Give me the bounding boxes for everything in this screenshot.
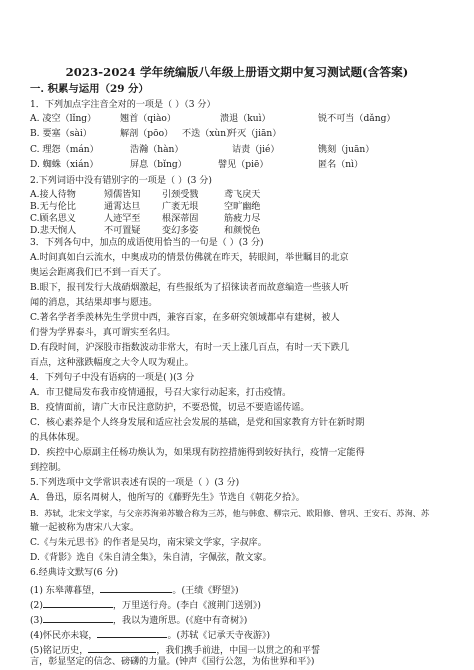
q6-line-3-prefix: (3) <box>30 616 43 626</box>
q6-line-4-suffix: 。(苏轼《记承天寺夜游》) <box>167 631 271 641</box>
q1-option-c-2: 浩瀚（hàn） <box>130 145 184 155</box>
q3-option-a-line1: A.时间真如白云流水，中奥成功的情景仿佛就在昨天，转眼间，举世瞩目的北京 <box>30 253 349 263</box>
q6-line-1-prefix: (1) 东皋薄暮望， <box>30 586 101 596</box>
q3-option-d-line2: 百点，这种涨跌幅度之大令人叹为观止。 <box>30 358 194 368</box>
q2-option-c-1: C.顾名思义 <box>30 214 76 224</box>
question-6-stem: 6.经典诗文默写(6 分) <box>30 568 119 578</box>
q2-option-c-4: 筋疲力尽 <box>224 214 261 224</box>
q2-option-a-3: 引颈受戮 <box>162 190 199 200</box>
q1-option-b-4: 歼灭（jiān） <box>228 129 282 139</box>
answer-blank-1[interactable] <box>100 583 172 593</box>
q3-option-d-line1: D.有段时间，沪深股市指数波动非常大，有时一天上涨几百点，有时一天下跌几 <box>30 343 350 353</box>
q6-line-5 <box>30 643 320 657</box>
answer-blank-5[interactable] <box>88 643 156 653</box>
q5-option-c: C.《与朱元思书》的作者是吴均，南宋梁文学家，字叔庠。 <box>30 538 267 548</box>
q1-option-d-1: D. 蜘蛛（xián） <box>30 160 99 170</box>
q1-option-a-4: 锐不可当（dǎng） <box>318 114 396 124</box>
q4-option-c-line1: C．核心素养是个人终身发展和适应社会发展的基础，是党和国家教育方针在新时期 <box>30 418 365 428</box>
q1-option-a-3: 溃退（kuì） <box>220 114 271 124</box>
q6-line-4-prefix: (4)怀民亦未寝， <box>30 631 98 641</box>
q3-option-c-line1: C.著名学者季羡林先生学贯中西，兼容百家，在多研究领域都卓有建树，被人 <box>30 313 340 323</box>
q1-option-b-3: 不迭（xùn） <box>182 129 236 139</box>
answer-blank-3[interactable] <box>43 613 113 623</box>
q6-line-1-suffix: 。(王绩《野望》) <box>172 586 239 596</box>
q5-option-d: D.《背影》选自《朱自清全集》，朱自清，字佩弦，散文家。 <box>30 553 272 563</box>
q6-line-2-prefix: (2) <box>30 601 43 611</box>
q6-line-5-suffix: ，我们携手前进，中国一以贯之的和平誓 <box>156 646 321 656</box>
q1-option-c-3: 诘责（jié） <box>232 145 280 155</box>
q2-option-b-1: B.无与伦比 <box>30 202 76 212</box>
q2-option-a-2: 矧儒皆知 <box>104 190 141 200</box>
q2-option-a-4: 鸢飞戾天 <box>224 190 261 200</box>
q6-line-5-prefix: (5)铭记历史， <box>30 646 89 656</box>
q2-option-c-3: 根深蒂固 <box>162 214 199 224</box>
answer-blank-4[interactable] <box>97 628 167 638</box>
q1-option-b-2: 解剖（pōo） <box>120 129 174 139</box>
q2-option-b-2: 通霄达旦 <box>104 202 141 212</box>
q1-option-a-2: 翘首（qiào） <box>120 114 177 124</box>
q1-option-d-3: 譬见（piē） <box>218 160 269 170</box>
q1-option-d-2: 屏息（bǐng） <box>130 160 187 170</box>
q4-option-d-line2: 到控制。 <box>30 463 67 473</box>
section-heading: 一. 积累与运用（29 分） <box>30 83 149 95</box>
q5-option-b-line2: 辙一起被称为唐宋八大家。 <box>30 523 140 533</box>
q4-option-c-line2: 的具体体现。 <box>30 433 85 443</box>
q1-option-c-1: C. 理怨（mán） <box>30 145 99 155</box>
q2-option-d-3: 变幻多姿 <box>162 226 199 236</box>
q6-line-3 <box>30 613 247 627</box>
q6-line-3-suffix: ，我以为遗所思。(《庭中有奇树》) <box>112 616 248 626</box>
q3-option-c-line2: 们誉为学界泰斗，真可谓实至名归。 <box>30 328 176 338</box>
q1-option-d-4: 匿名（nì） <box>318 160 364 170</box>
q4-option-b: B．疫情面前，请广大市民注意防护，不要恐慌，切忌不要造谣传谣。 <box>30 403 310 413</box>
q5-option-b-line1: B．苏轼，北宋文学家，与父亲苏洵弟苏辙合称为三苏，他与韩愈、柳宗元、欧阳修、曾巩、王安石、苏洵、苏 <box>30 508 430 518</box>
q2-option-d-2: 不可置疑 <box>104 226 141 236</box>
page-title: 2023-2024 学年统编版八年级上册语文期中复习测试题(含答案) <box>65 65 409 79</box>
q3-option-b-line2: 闻的消息，其结果却事与愿违。 <box>30 298 158 308</box>
question-5-stem: 5.下列选项中文学常识表述有误的一项是（ ）(3 分) <box>30 478 240 488</box>
question-4-stem: 4．下列句子中没有语病的一项是( )(3 分 <box>30 373 195 383</box>
q1-option-b-1: B. 要塞（sài） <box>30 129 92 139</box>
q1-option-c-4: 镌刻（juān） <box>318 145 375 155</box>
q3-option-b-line1: B.眼下，报刊发行大战硝烟激起，有些报纸为了招徕读者而故意编造一些骇人听 <box>30 283 349 293</box>
q6-line-1 <box>30 583 239 597</box>
q2-option-b-4: 空旷幽绝 <box>224 202 261 212</box>
q2-option-d-1: D.悲天悯人 <box>30 226 77 236</box>
question-2-stem: 2.下列词语中没有错别字的一项是（ ）(3 分) <box>30 176 212 186</box>
question-1-stem: 1．下列加点字注音全对的一项是（ ）（3 分） <box>30 100 216 110</box>
q2-option-a-1: A.接人待物 <box>30 190 76 200</box>
q1-option-a-1: A. 凌空（lǐng） <box>30 114 97 124</box>
answer-blank-2[interactable] <box>43 598 113 608</box>
q6-line-2 <box>30 598 261 612</box>
q4-option-a: A．市卫健局发布我市疫情通报，号召大家行动起来，打击疫情。 <box>30 388 292 398</box>
q2-option-d-4: 和颜悦色 <box>224 226 261 236</box>
q6-line-2-suffix: ，万里送行舟。(李白《渡荆门送别》) <box>112 601 261 611</box>
q6-line-5-continued: 言，彰显坚定的信念、磅礴的力量。(钟声《国行公忽，为佑世界和平》) <box>30 657 315 667</box>
q2-option-c-2: 人迹罕至 <box>104 214 141 224</box>
q4-option-d-line1: D．疾控中心原副主任杨功焕认为，如果现有防控措施得到较好执行，疫情一定能得 <box>30 448 365 458</box>
q6-line-4 <box>30 628 270 642</box>
q2-option-b-3: 广袤无垠 <box>162 202 199 212</box>
q5-option-a: A．鲁迅，原名周树人，他所写的《藤野先生》节选自《朝花夕拾》。 <box>30 493 305 503</box>
q3-option-a-line2: 奥运会距离我们已不到一百天了。 <box>30 268 167 278</box>
question-3-stem: 3．下列各句中，加点的成语使用恰当的一句是（ ）(3 分) <box>30 238 264 248</box>
